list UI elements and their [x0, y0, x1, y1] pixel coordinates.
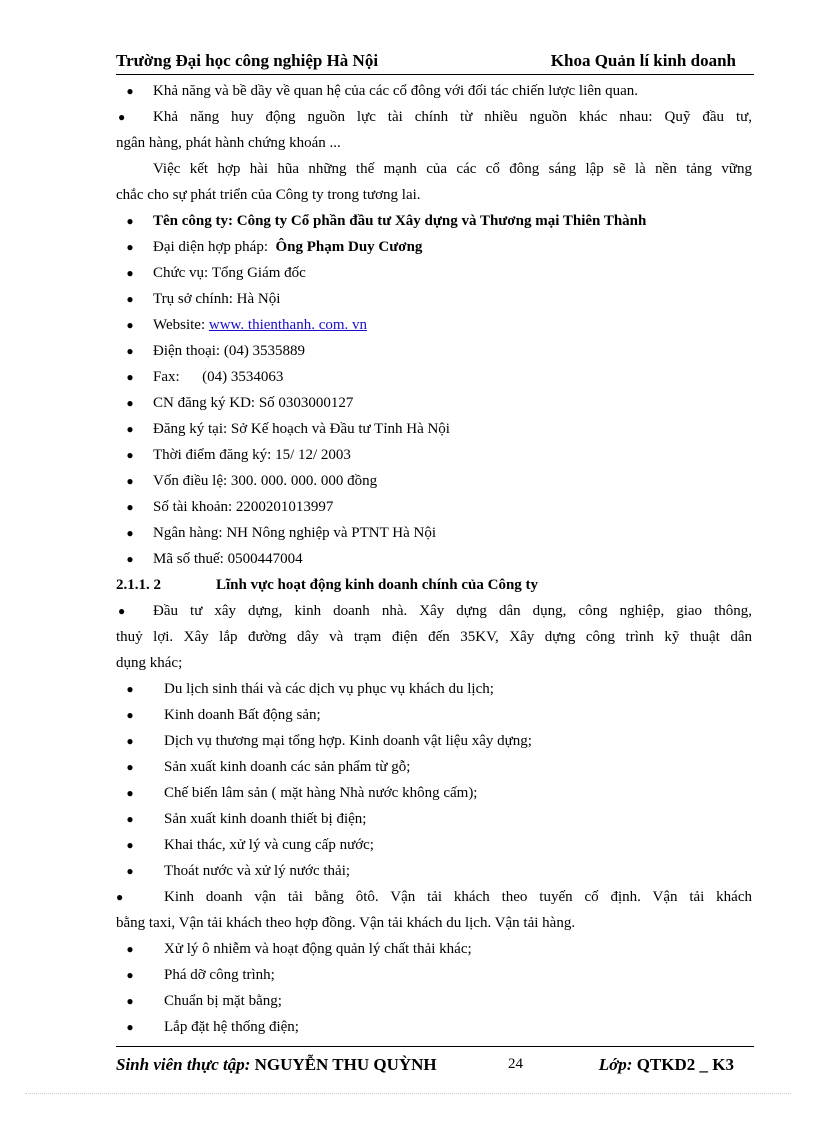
company-representative: Ông Phạm Duy Cương: [275, 239, 423, 255]
list-item: ● Sản xuất kinh doanh các sản phẩm từ gỗ;: [116, 754, 752, 780]
bullet-icon: ●: [126, 760, 134, 774]
list-item: ● Mã số thuế: 0500447004: [116, 546, 752, 572]
bullet-icon: ●: [118, 604, 126, 618]
footer-class-value: QTKD2 _ K3: [636, 1055, 734, 1074]
bullet-icon: ●: [126, 994, 134, 1008]
bullet-icon: ●: [126, 552, 134, 566]
bullet-icon: ●: [126, 708, 134, 722]
bullet-icon: ●: [126, 500, 134, 514]
bullet-icon: ●: [126, 396, 134, 410]
list-item: ● Sản xuất kinh doanh thiết bị điện;: [116, 806, 752, 832]
page-footer: [116, 1046, 754, 1077]
bullet-icon: ●: [126, 422, 134, 436]
bullet-icon: ●: [116, 890, 124, 904]
bullet-icon: ●: [126, 318, 134, 332]
company-name: Tên công ty: Công ty Cổ phần đầu tư Xây dựng và Thương mại Thiên Thành: [153, 213, 647, 229]
list-item: ● Khả năng huy động nguồn lực tài chính từ nhiều nguồn khác nhau: Quỹ đầu tư,: [116, 104, 752, 130]
list-item: ● Lắp đặt hệ thống điện;: [116, 1014, 752, 1040]
list-item: ● Trụ sở chính: Hà Nội: [116, 286, 752, 312]
bullet-icon: ●: [126, 266, 134, 280]
list-item: ● Chức vụ: Tổng Giám đốc: [116, 260, 752, 286]
bullet-icon: ●: [126, 838, 134, 852]
list-item: ● Khai thác, xử lý và cung cấp nước;: [116, 832, 752, 858]
list-item: ● Chuẩn bị mặt bằng;: [116, 988, 752, 1014]
paragraph-line: dụng khác;: [116, 655, 183, 671]
list-item: ● Xử lý ô nhiễm và hoạt động quản lý chất thải khác;: [116, 936, 752, 962]
bullet-icon: ●: [126, 682, 134, 696]
list-item: ● CN đăng ký KD: Số 0303000127: [116, 390, 752, 416]
list-item: ● Phá dỡ công trình;: [116, 962, 752, 988]
page-edge-divider: [25, 1093, 791, 1094]
website-link[interactable]: www. thienthanh. com. vn: [208, 317, 368, 333]
bullet-icon: ●: [118, 110, 126, 124]
bullet-icon: ●: [126, 370, 134, 384]
list-item: ● Dịch vụ thương mại tổng hợp. Kinh doanh vật liệu xây dựng;: [116, 728, 752, 754]
bullet-icon: ●: [126, 734, 134, 748]
header-school: Trường Đại học công nghiệp Hà Nội: [116, 51, 379, 70]
bullet-icon: ●: [126, 214, 134, 228]
bullet-icon: ●: [126, 968, 134, 982]
list-item: ● Kinh doanh Bất động sản;: [116, 702, 752, 728]
list-item: ● Đăng ký tại: Sở Kế hoạch và Đầu tư Tỉnh Hà Nội: [116, 416, 752, 442]
bullet-icon: ●: [126, 526, 134, 540]
page-number: 24: [508, 1056, 523, 1072]
bullet-icon: ●: [126, 942, 134, 956]
bullet-icon: ●: [126, 812, 134, 826]
list-item: ● Vốn điều lệ: 300. 000. 000. 000 đồng: [116, 468, 752, 494]
footer-class-label: Lớp:: [598, 1055, 633, 1074]
header-faculty: Khoa Quản lí kinh doanh: [550, 51, 736, 70]
section-title: Lĩnh vực hoạt động kinh doanh chính của Công ty: [216, 577, 539, 593]
bullet-icon: ●: [126, 292, 134, 306]
list-item: ● Du lịch sinh thái và các dịch vụ phục vụ khách du lịch;: [116, 676, 752, 702]
list-item: ● Đại diện hợp pháp: Ông Phạm Duy Cương: [116, 234, 752, 260]
paragraph-line: chắc cho sự phát triển của Công ty trong tương lai.: [116, 187, 421, 203]
bullet-icon: ●: [126, 786, 134, 800]
paragraph-line: thuỷ lợi. Xây lắp đường dây và trạm điện đến 35KV, Xây dựng công trình kỹ thuật dân: [116, 629, 752, 645]
page-header: [116, 48, 754, 75]
list-item: ● Số tài khoản: 2200201013997: [116, 494, 752, 520]
list-item: ● Khả năng và bề dầy về quan hệ của các cổ đông với đối tác chiến lược liên quan.: [116, 78, 752, 104]
bullet-icon: ●: [126, 474, 134, 488]
bullet-icon: ●: [126, 84, 134, 98]
paragraph-line: bằng taxi, Vận tải khách theo hợp đồng. Vận tải khách du lịch. Vận tải hàng.: [116, 915, 576, 931]
list-item: ● Đầu tư xây dựng, kinh doanh nhà. Xây dựng dân dụng, công nghiệp, giao thông,: [116, 598, 752, 624]
bullet-icon: ●: [126, 1020, 134, 1034]
document-body: [116, 78, 752, 1040]
section-heading: [116, 572, 752, 598]
list-item: ● Thoát nước và xử lý nước thải;: [116, 858, 752, 884]
bullet-icon: ●: [126, 448, 134, 462]
footer-student-name: NGUYỄN THU QUỲNH: [254, 1055, 437, 1074]
list-item: ● Ngân hàng: NH Nông nghiệp và PTNT Hà Nội: [116, 520, 752, 546]
section-number: 2.1.1. 2: [116, 577, 161, 593]
bullet-icon: ●: [126, 864, 134, 878]
list-item: ● Chế biến lâm sản ( mặt hàng Nhà nước không cấm);: [116, 780, 752, 806]
list-item: ● Kinh doanh vận tải bằng ôtô. Vận tải khách theo tuyến cố định. Vận tải khách: [116, 884, 752, 910]
list-item: ● Thời điểm đăng ký: 15/ 12/ 2003: [116, 442, 752, 468]
bullet-icon: ●: [126, 240, 134, 254]
paragraph-line: Việc kết hợp hài hũa những thế mạnh của các cổ đông sáng lập sẽ là nền tảng vững: [153, 161, 752, 177]
list-item: [116, 208, 752, 234]
footer-student-label: Sinh viên thực tập:: [116, 1055, 251, 1074]
list-item: ● Website: www. thienthanh. com. vn: [116, 312, 752, 338]
list-item: ● Fax: (04) 3534063: [116, 364, 752, 390]
bullet-icon: ●: [126, 344, 134, 358]
list-item: ● Điện thoại: (04) 3535889: [116, 338, 752, 364]
paragraph-line: ngân hàng, phát hành chứng khoán ...: [116, 135, 341, 151]
